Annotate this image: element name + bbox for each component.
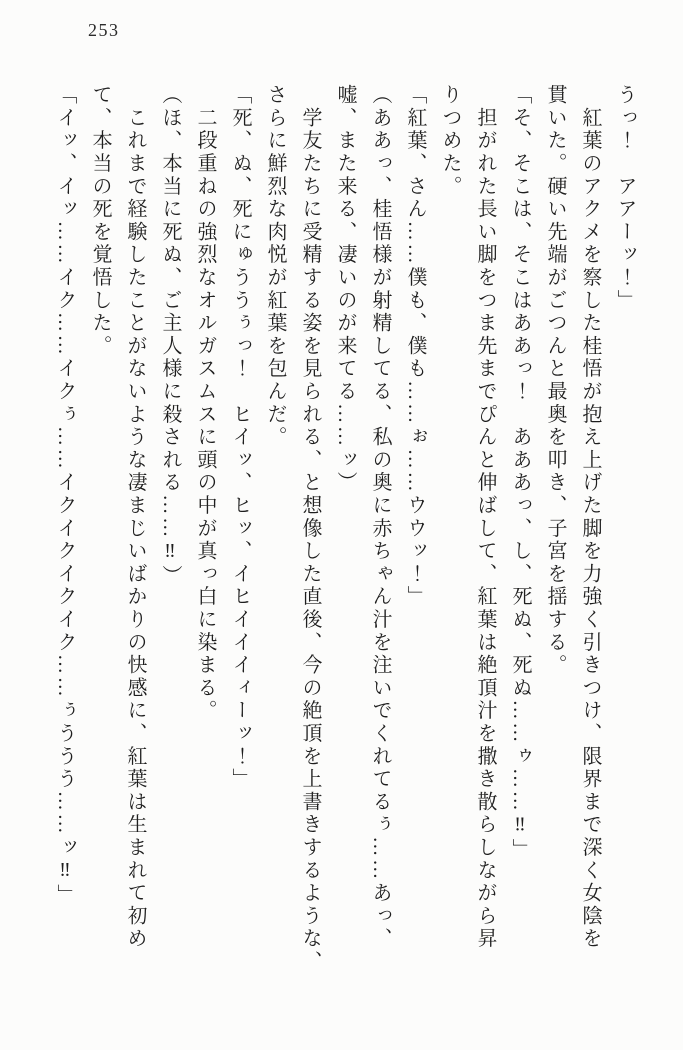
text-line: 二段重ねの強烈なオルガスムスに頭の中が真っ白に染まる。 bbox=[194, 84, 216, 723]
text-line: て、本当の死を覚悟した。 bbox=[89, 84, 111, 358]
text-line: さらに鮮烈な肉悦が紅葉を包んだ。 bbox=[264, 84, 286, 449]
text-line: 「イッ、イッ……イク……イクぅ……イクイクイクイク……ぅううう……ッ‼」 bbox=[54, 84, 76, 907]
text-line: 嘘、また来る、凄いのが来てる……ッ） bbox=[334, 84, 356, 495]
text-line: うっ！ アアーッ！」 bbox=[614, 84, 636, 312]
text-line: 担がれた長い脚をつま先までぴんと伸ばして、紅葉は絶頂汁を撒き散らしながら昇 bbox=[474, 84, 496, 951]
text-line: （ほ、本当に死ぬ、ご主人様に殺される……‼） bbox=[159, 84, 181, 588]
text-line: （ああっ、桂悟様が射精してる、私の奥に赤ちゃん汁を注いでくれてるぅ……あっ、 bbox=[369, 84, 391, 951]
page-text bbox=[47, 84, 642, 974]
text-line: 学友たちに受精する姿を見られる、と想像した直後、今の絶頂を上書きするような、 bbox=[299, 84, 321, 974]
text-line: 貫いた。硬い先端がごつんと最奥を叩き、子宮を揺する。 bbox=[544, 84, 566, 677]
text-line: 「そ、そこは、そこはああっ！ あああっ、し、死ぬ、死ぬ……ゥ……‼」 bbox=[509, 84, 531, 862]
page-number: 253 bbox=[88, 20, 120, 40]
text-line: 「死、ぬ、死にゅううぅっ！ ヒイッ、ヒッ、イヒイイイィーッ！」 bbox=[229, 84, 251, 791]
text-line: これまで経験したことがないような凄まじいばかりの快感に、紅葉は生まれて初め bbox=[124, 84, 146, 951]
text-line: 紅葉のアクメを察した桂悟が抱え上げた脚を力強く引きつけ、限界まで深く女陰を bbox=[579, 84, 601, 951]
text-line: 「紅葉、さん……僕も、僕も……ぉ……ウウッ！」 bbox=[404, 84, 426, 609]
text-line: りつめた。 bbox=[439, 84, 461, 198]
